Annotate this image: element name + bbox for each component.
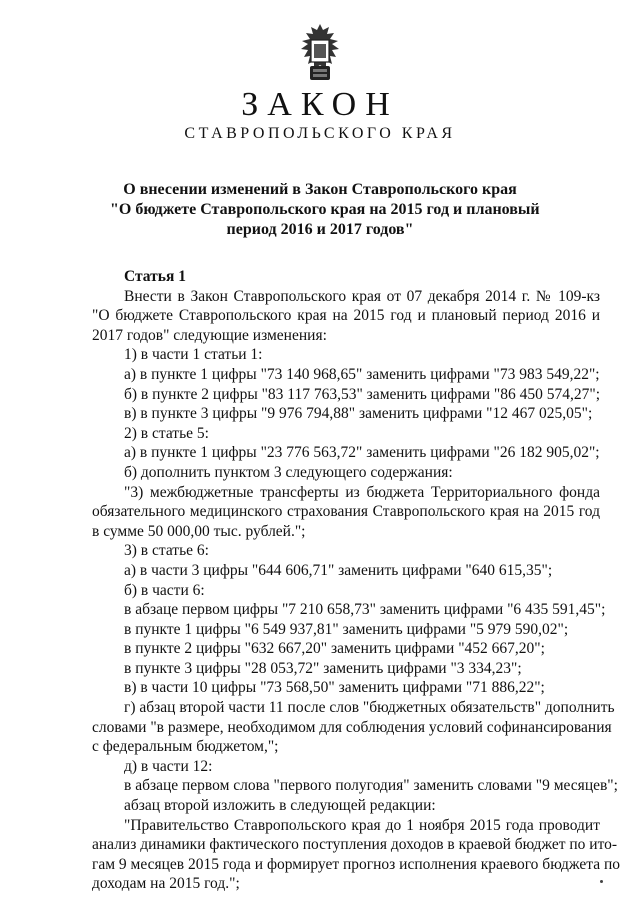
heading-line: О внесении изменений в Закон Ставропольского края	[123, 181, 517, 198]
article-line: в пункте 2 цифры "632 667,20" заменить цифрами "452 667,20";	[124, 640, 545, 658]
article-line: а) в части 3 цифры "644 606,71" заменить цифрами "640 615,35";	[124, 561, 553, 579]
article-line: 3) в статье 6:	[124, 542, 209, 560]
scan-speck	[600, 880, 603, 883]
article-line: "3) межбюджетные трансферты из бюджета Территориального фонда	[124, 483, 600, 501]
article-line: а) в пункте 1 цифры "73 140 968,65" заменить цифрами "73 983 549,22";	[124, 365, 600, 383]
article-line: словами "в размере, необходимом для соблюдения условий софинансирования	[92, 718, 612, 736]
article-line: г) абзац второй части 11 после слов "бюджетных обязательств" дополнить	[124, 699, 615, 717]
coat-of-arms-emblem	[296, 22, 344, 86]
article-line: гам 9 месяцев 2015 года и формирует прогноз исполнения краевого бюджета по	[92, 855, 621, 873]
article-line: в пункте 3 цифры "28 053,72" заменить цифрами "3 334,23";	[124, 659, 522, 677]
heading-line: "О бюджете Ставропольского края на 2015 год и плановый	[110, 201, 540, 218]
heading-line: период 2016 и 2017 годов"	[226, 221, 414, 238]
document-subtitle: СТАВРОПОЛЬСКОГО КРАЯ	[184, 125, 456, 142]
article-line: б) дополнить пунктом 3 следующего содержания:	[124, 463, 453, 481]
article-line: в) в пункте 3 цифры "9 976 794,88" заменить цифрами "12 467 025,05";	[124, 405, 593, 423]
article-line: 2) в статье 5:	[124, 424, 209, 442]
article-line: анализ динамики фактического поступления доходов в краевой бюджет по ито-	[92, 836, 618, 854]
article-line: абзац второй изложить в следующей редакции:	[124, 797, 436, 815]
article-line: б) в части 6:	[124, 581, 205, 599]
article-body	[92, 267, 621, 894]
article-line: в абзаце первом цифры "7 210 658,73" заменить цифрами "6 435 591,45";	[124, 601, 606, 619]
article-label: Статья 1	[124, 268, 186, 285]
article-line: в сумме 50 000,00 тыс. рублей.";	[92, 522, 306, 540]
article-line: 1) в части 1 статьи 1:	[124, 346, 263, 364]
article-line: "Правительство Ставропольского края до 1 ноября 2015 года проводит	[124, 816, 600, 834]
article-line: Внести в Закон Ставропольского края от 07 декабря 2014 г. № 109-кз	[124, 287, 600, 305]
article-line: в) в части 10 цифры "73 568,50" заменить цифрами "71 886,22";	[124, 679, 545, 697]
article-line: "О бюджете Ставропольского края на 2015 год и плановый период 2016 и	[92, 307, 600, 325]
article-line: обязательного медицинского страхования Ставропольского края на 2015 год	[92, 503, 600, 521]
law-heading	[110, 180, 540, 240]
document-title: ЗАКОН	[241, 86, 399, 123]
article-line: б) в пункте 2 цифры "83 117 763,53" заменить цифрами "86 450 574,27";	[124, 385, 601, 403]
article-line: д) в части 12:	[124, 757, 213, 775]
article-line: с федеральным бюджетом,";	[92, 738, 279, 756]
article-line: доходам на 2015 год.";	[92, 875, 240, 893]
article-line: в пункте 1 цифры "6 549 937,81" заменить цифрами "5 979 590,02";	[124, 620, 569, 638]
article-line: 2017 годов" следующие изменения:	[92, 326, 327, 344]
article-line: а) в пункте 1 цифры "23 776 563,72" заменить цифрами "26 182 905,02";	[124, 444, 600, 462]
article-line: в абзаце первом слова "первого полугодия" заменить словами "9 месяцев";	[124, 777, 618, 795]
